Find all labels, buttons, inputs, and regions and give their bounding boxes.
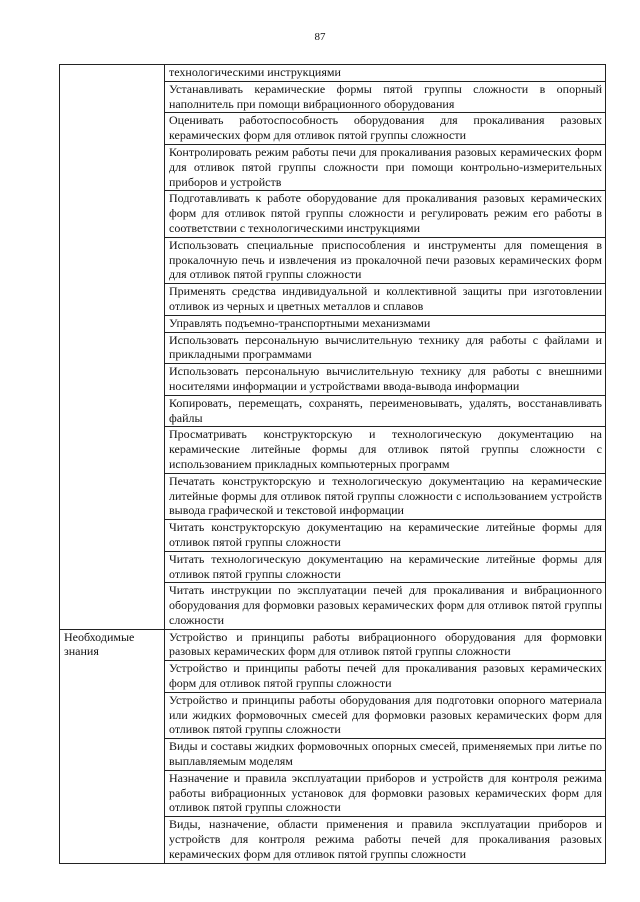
requirement-text: Использовать специальные приспособления и инструменты для помещения в прокалочную печь и извлечения из прокалочной печи разовых керамических форм для отливок пятой группы сложности: [165, 237, 606, 283]
requirement-text: Использовать персональную вычислительную технику для работы с внешними носителями информации и устройствами ввода-вывода информации: [165, 364, 606, 396]
requirement-text: Контролировать режим работы печи для прокаливания разовых керамических форм для отливок пятой группы сложности при помощи контрольно-измерительных приборов и устройств: [165, 144, 606, 190]
skills-row: [60, 65, 606, 82]
requirements-table: [59, 64, 606, 864]
knowledge-row: [60, 629, 606, 661]
requirement-text: Применять средства индивидуальной и коллективной защиты при изготовлении отливок из черных и цветных металлов и сплавов: [165, 284, 606, 316]
requirement-text: Устройство и принципы работы печей для прокаливания разовых керамических форм для отливок пятой группы сложности: [165, 661, 606, 693]
requirement-text: Виды, назначение, области применения и правила эксплуатации приборов и устройств для контроля режима работы печей для прокаливания разовых керамических форм для отливок пятой группы сложности: [165, 817, 606, 863]
requirement-text: Читать технологическую документацию на керамические литейные формы для отливок пятой группы сложности: [165, 551, 606, 583]
requirement-text: Читать инструкции по эксплуатации печей для прокаливания и вибрационного оборудования для формовки разовых керамических форм для отливок пятой группы сложности: [165, 583, 606, 629]
table-body: [60, 65, 606, 864]
requirement-text: технологическими инструкциями: [165, 65, 606, 82]
requirement-text: Просматривать конструкторскую и технологическую документацию на керамические литейные формы для отливок пятой группы сложности с использованием прикладных компьютерных программ: [165, 427, 606, 473]
requirement-text: Устройство и принципы работы оборудования для подготовки опорного материала или жидких формовочных смесей для формовки разовых керамических форм для отливок пятой группы сложности: [165, 692, 606, 738]
section-label: Необходимые знания: [60, 629, 165, 863]
requirement-text: Подготавливать к работе оборудование для прокаливания разовых керамических форм для отливок пятой группы сложности и регулировать режим его работы в соответствии с технологическими инструкциями: [165, 191, 606, 237]
requirement-text: Устройство и принципы работы вибрационного оборудования для формовки разовых керамических форм для отливок пятой группы сложности: [165, 629, 606, 661]
requirement-text: Использовать персональную вычислительную технику для работы с файлами и прикладными программами: [165, 332, 606, 364]
page-number: 87: [314, 31, 326, 43]
requirement-text: Управлять подъемно-транспортными механизмами: [165, 315, 606, 332]
requirement-text: Оценивать работоспособность оборудования для прокаливания разовых керамических форм для отливок пятой группы сложности: [165, 113, 606, 145]
requirement-text: Виды и составы жидких формовочных опорных смесей, применяемых при литье по выплавляемым моделям: [165, 739, 606, 771]
requirement-text: Печатать конструкторскую и технологическую документацию на керамические литейные формы для отливок пятой группы сложности с использованием устройств вывода графической и текстовой информации: [165, 473, 606, 519]
requirement-text: Устанавливать керамические формы пятой группы сложности в опорный наполнитель при помощи вибрационного оборудования: [165, 81, 606, 113]
requirement-text: Копировать, перемещать, сохранять, переименовывать, удалять, восстанавливать файлы: [165, 395, 606, 427]
requirement-text: Назначение и правила эксплуатации приборов и устройств для контроля режима работы вибрационных установок для формовки разовых керамических форм для отливок пятой группы сложности: [165, 770, 606, 816]
section-label-empty: [60, 65, 165, 630]
requirement-text: Читать конструкторскую документацию на керамические литейные формы для отливок пятой группы сложности: [165, 520, 606, 552]
